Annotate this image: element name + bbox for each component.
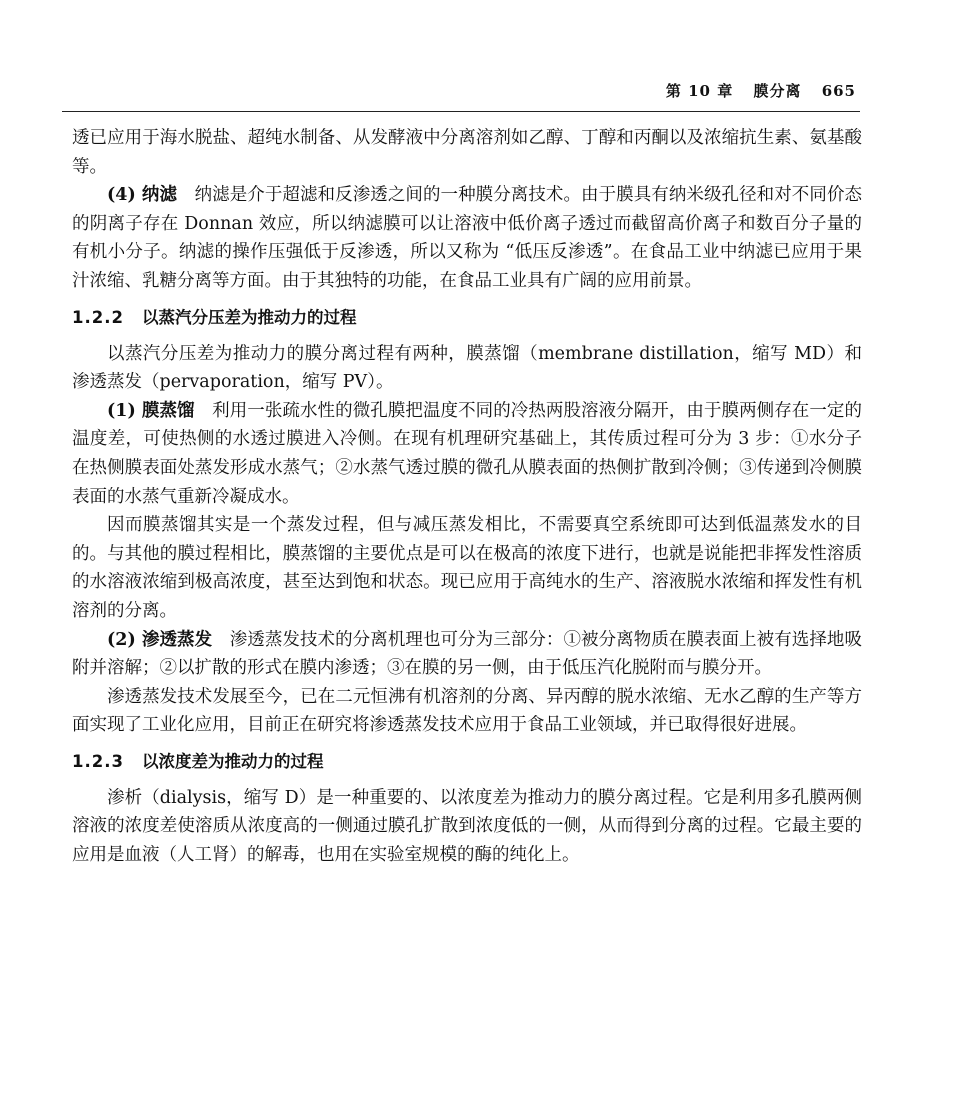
paragraph-pervaporation <box>72 626 862 683</box>
section-number: 1.2.2 <box>72 307 124 327</box>
paragraph-membrane-distillation <box>72 397 862 511</box>
paragraph-pv-applications: 渗透蒸发技术发展至今，已在二元恒沸有机溶剂的分离、异丙醇的脱水浓缩、无水乙醇的生产等方面实现了工业化应用，目前正在研究将渗透蒸发技术应用于食品工业领域，并已取得很好进展。 <box>72 686 862 736</box>
paragraph-intro: 以蒸汽分压差为推动力的膜分离过程有两种，膜蒸馏（membrane distillation，缩写 MD）和渗透蒸发（pervaporation，缩写 PV）。 <box>72 343 862 393</box>
paragraph-lead: (4) 纳滤 <box>107 185 178 206</box>
section-title: 以蒸汽分压差为推动力的过程 <box>141 307 357 327</box>
paragraph-text: 利用一张疏水性的微孔膜把温度不同的冷热两股溶液分隔开，由于膜两侧存在一定的温度差，可使热侧的水透过膜进入冷侧。在现有机理研究基础上，其传质过程可分为 3 步：①水分子在热侧膜表面处蒸发形成水蒸气；②水蒸气透过膜的微孔从膜表面的热侧扩散到冷侧；③传递到冷侧膜表面的水蒸气重新冷凝成水。 <box>72 400 863 507</box>
page-body <box>72 124 862 870</box>
running-header <box>66 80 856 101</box>
header-rule <box>62 111 860 112</box>
paragraph-text: 渗透蒸发技术的分离机理也可分为三部分：①被分离物质在膜表面上被有选择地吸附并溶解；②以扩散的形式在膜内渗透；③在膜的另一侧，由于低压汽化脱附而与膜分开。 <box>72 629 862 679</box>
section-heading <box>72 304 862 332</box>
paragraph-continuation: 透已应用于海水脱盐、超纯水制备、从发酵液中分离溶剂如乙醇、丁醇和丙酮以及浓缩抗生素、氨基酸等。 <box>72 128 862 177</box>
section-title: 以浓度差为推动力的过程 <box>141 751 324 771</box>
paragraph-md-advantages: 因而膜蒸馏其实是一个蒸发过程，但与减压蒸发相比，不需要真空系统即可达到低温蒸发水的目的。与其他的膜过程相比，膜蒸馏的主要优点是可以在极高的浓度下进行，也就是说能把非挥发性溶质的水溶液浓缩到极高浓度，甚至达到饱和状态。现已应用于高纯水的生产、溶液脱水浓缩和挥发性有机溶剂的分离。 <box>72 515 862 621</box>
paragraph-lead: (1) 膜蒸馏 <box>107 400 195 421</box>
chapter-number: 第 10 章 <box>665 82 734 100</box>
section-number: 1.2.3 <box>72 751 124 771</box>
paragraph-dialysis: 渗析（dialysis，缩写 D）是一种重要的、以浓度差为推动力的膜分离过程。它是利用多孔膜两侧溶液的浓度差使溶质从浓度高的一侧通过膜孔扩散到浓度低的一侧，从而得到分离的过程。它最主要的应用是血液（人工肾）的解毒，也用在实验室规模的酶的纯化上。 <box>72 787 862 866</box>
paragraph-text: 纳滤是介于超滤和反渗透之间的一种膜分离技术。由于膜具有纳米级孔径和对不同价态的阴离子存在 Donnan 效应，所以纳滤膜可以让溶液中低价离子透过而截留高价离子和数百分子量的有机小分子。纳滤的操作压强低于反渗透，所以又称为 “低压反渗透”。在食品工业中纳滤已应用于果汁浓缩、乳糖分离等方面。由于其独特的功能，在食品工业具有广阔的应用前景。 <box>72 185 863 291</box>
page-number: 665 <box>821 82 856 100</box>
paragraph-lead: (2) 渗透蒸发 <box>107 629 213 650</box>
paragraph-nanofiltration <box>72 181 862 295</box>
chapter-title: 膜分离 <box>753 82 802 100</box>
section-heading <box>72 748 862 776</box>
